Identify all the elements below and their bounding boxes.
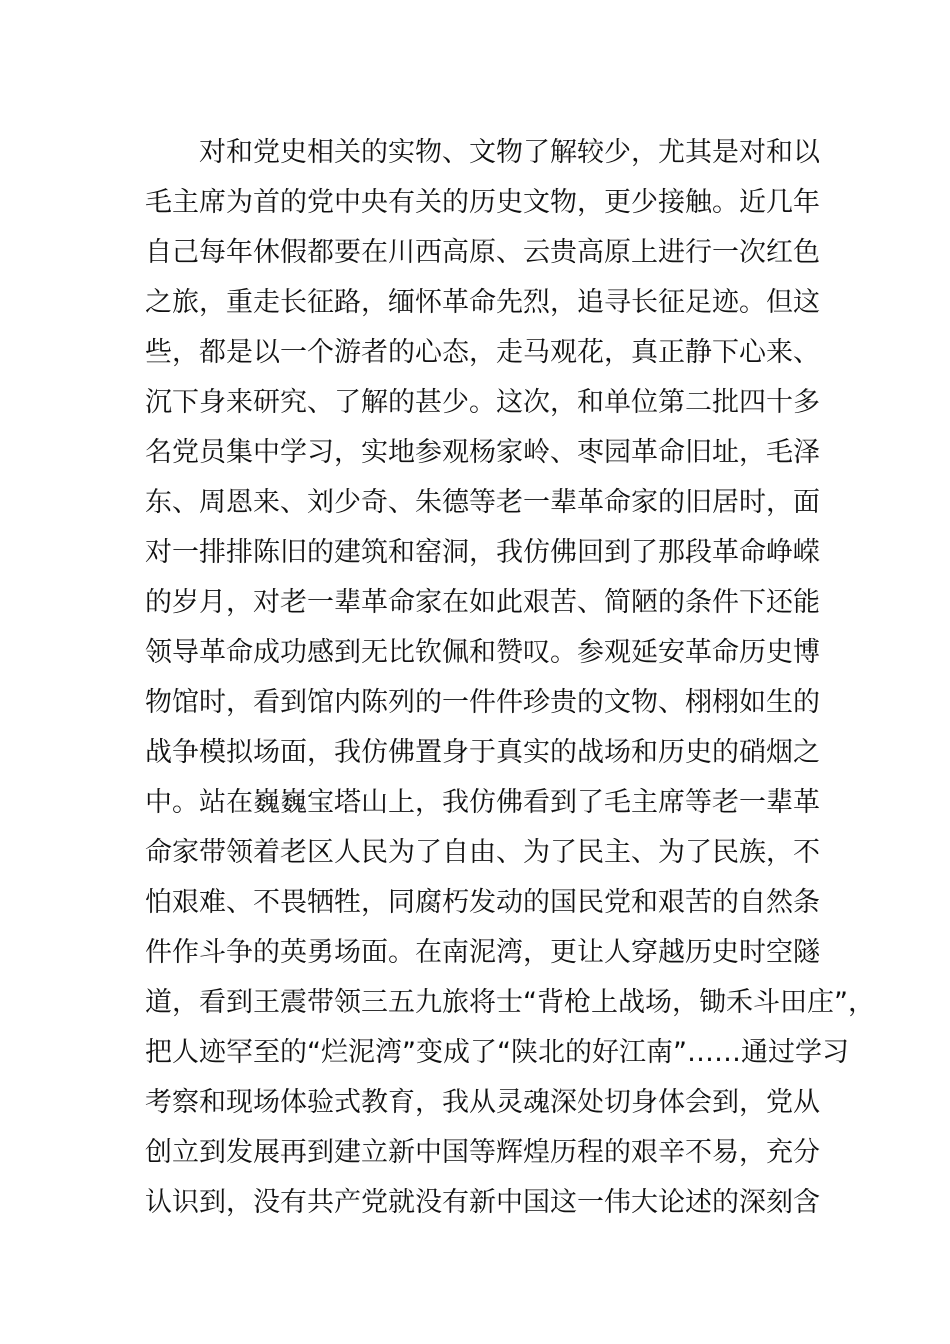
paragraph-line: 物馆时，看到馆内陈列的一件件珍贵的文物、栩栩如生的 — [145, 687, 820, 718]
paragraph-line: 怕艰难、不畏牺牲，同腐朽发动的国民党和艰苦的自然条 — [145, 887, 820, 918]
paragraph-line: 战争模拟场面，我仿佛置身于真实的战场和历史的硝烟之 — [145, 737, 820, 768]
paragraph-line: 对和党史相关的实物、文物了解较少，尤其是对和以 — [199, 137, 820, 168]
paragraph-line: 毛主席为首的党中央有关的历史文物，更少接触。近几年 — [145, 187, 820, 218]
paragraph-line: 件作斗争的英勇场面。在南泥湾，更让人穿越历史时空隧 — [145, 937, 820, 968]
paragraph-line: 的岁月，对老一辈革命家在如此艰苦、简陋的条件下还能 — [145, 587, 820, 618]
paragraph-line: 自己每年休假都要在川西高原、云贵高原上进行一次红色 — [145, 237, 820, 268]
paragraph-line: 考察和现场体验式教育，我从灵魂深处切身体会到，党从 — [145, 1087, 820, 1118]
paragraph-line: 对一排排陈旧的建筑和窑洞，我仿佛回到了那段革命峥嵘 — [145, 537, 820, 568]
paragraph-line: 领导革命成功感到无比钦佩和赞叹。参观延安革命历史博 — [145, 637, 820, 668]
paragraph-line: 中。站在巍巍宝塔山上，我仿佛看到了毛主席等老一辈革 — [145, 787, 820, 818]
paragraph-line: 沉下身来研究、了解的甚少。这次，和单位第二批四十多 — [145, 387, 820, 418]
paragraph-line: 之旅，重走长征路，缅怀革命先烈，追寻长征足迹。但这 — [145, 287, 820, 318]
paragraph-line: 创立到发展再到建立新中国等辉煌历程的艰辛不易，充分 — [145, 1137, 820, 1168]
paragraph-line: 认识到，没有共产党就没有新中国这一伟大论述的深刻含 — [145, 1187, 820, 1218]
body-paragraph — [145, 128, 875, 1228]
paragraph-line: 道，看到王震带领三五九旅将士“背枪上战场，锄禾斗田庄”， — [145, 987, 875, 1018]
paragraph-line: 些，都是以一个游者的心态，走马观花，真正静下心来、 — [145, 337, 820, 368]
paragraph-line: 名党员集中学习，实地参观杨家岭、枣园革命旧址，毛泽 — [145, 437, 820, 468]
paragraph-line: 命家带领着老区人民为了自由、为了民主、为了民族，不 — [145, 837, 820, 868]
paragraph-line: 东、周恩来、刘少奇、朱德等老一辈革命家的旧居时，面 — [145, 487, 820, 518]
paragraph-line: 把人迹罕至的“烂泥湾”变成了“陕北的好江南”……通过学习 — [145, 1037, 849, 1068]
